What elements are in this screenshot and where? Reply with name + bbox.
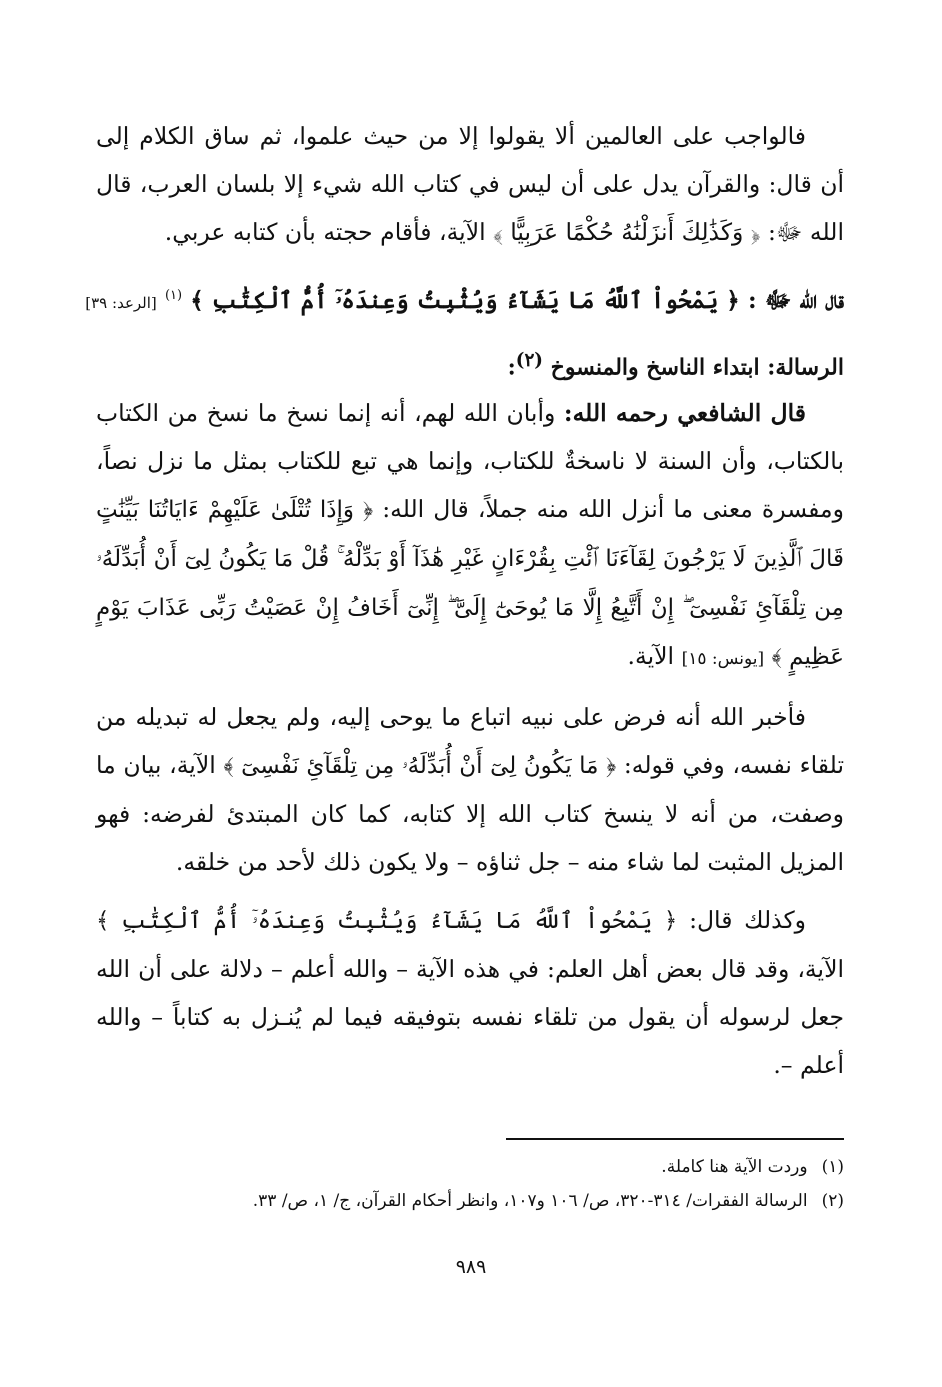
paragraph-3-verse: ﴿ مَا يَكُونُ لِىٓ أَنْ أُبَدِّلَهُۥ مِن تِلْقَآئِ نَفْسِىٓ ﴾ xyxy=(223,753,617,780)
footnote-marker-2: (٢) xyxy=(515,349,543,371)
paragraph-4-verse: ﴿ يَمْحُواْ ٱللَّهُ مَا يَشَآءُ وَيُثْبِتُ وَعِندَهُۥٓ أُمُّ ٱلْكِتَٰبِ ﴾ xyxy=(96,908,678,935)
footnote-text: وردت الآية هنا كاملة. xyxy=(661,1157,808,1177)
main-text xyxy=(85,112,844,1089)
heading-verse-reference: [الرعد: ٣٩] xyxy=(85,293,157,312)
paragraph-3-part1: فأخبر الله أنه فرض على نبيه اتباع ما يوحى إليه، ولم يجعل له تبديله من تلقاء نفسه، وفي قوله: xyxy=(96,703,844,780)
footnote-divider xyxy=(506,1138,844,1140)
paragraph-2-tail: الآية. xyxy=(627,642,675,671)
paragraph-4-part1: وكذلك قال: xyxy=(689,906,806,935)
paragraph-2-reference: [يونس: ١٥] xyxy=(681,649,765,670)
paragraph-2 xyxy=(96,389,844,683)
footnote-marker-1: (١) xyxy=(164,288,183,303)
section-title-text: الرسالة: ابتداء الناسخ والمنسوخ xyxy=(550,354,844,381)
footnotes xyxy=(96,1150,844,1218)
footnote-number: (٢) xyxy=(821,1191,844,1211)
footnote-item xyxy=(96,1184,844,1218)
paragraph-2-text: وأبان الله لهم، أنه إنما نسخ ما نسخ من الكتاب بالكتاب، وأن السنة لا ناسخةٌ للكتاب، وإنما هي تبع للكتاب بمثل ما نزل نصاً، ومفسرة معنى ما أنزل الله منه جملاً، قال الله: xyxy=(96,399,844,524)
section-heading xyxy=(96,339,844,389)
paragraph-4-part2: الآية، وقد قال بعض أهل العلم: في هذه الآية – والله أعلم – دلالة على أن الله جعل لرسوله أن يقول من تلقاء نفسه بتوفيقه فيما لم يُنـزل به كتاباً – والله أعلم –. xyxy=(96,955,844,1080)
footnote-number: (١) xyxy=(821,1157,844,1177)
footnote-text: الرسالة الفقرات/ ٣١٤-٣٢٠، ص/ ١٠٦ و١٠٧، وانظر أحكام القرآن، ج/ ١، ص/ ٣٣. xyxy=(252,1191,808,1211)
verse-heading xyxy=(85,274,844,325)
paragraph-3 xyxy=(96,693,844,886)
page-number: ٩٨٩ xyxy=(455,1256,487,1278)
footnote-item xyxy=(96,1150,844,1184)
paragraph-2-lead: قال الشافعي رحمه الله: xyxy=(563,399,806,428)
paragraph-4 xyxy=(96,896,844,1089)
paragraph-2-verse: ﴿ وَإِذَا تُتْلَىٰ عَلَيْهِمْ ءَايَاتُنَا بَيِّنَٰتٍ قَالَ ٱلَّذِينَ لَا يَرْجُونَ لِقَآءَنَا ٱئْتِ بِقُرْءَانٍ غَيْرِ هَٰذَآ أَوْ بَدِّلْهُ ۚ قُلْ مَا يَكُونُ لِىٓ أَنْ أُبَدِّلَهُۥ مِن تِلْقَآئِ نَفْسِىٓ ۖ إِنْ أَتَّبِعُ إِلَّا مَا يُوحَىٰٓ إِلَىَّ ۖ إِنِّىٓ أَخَافُ إِنْ عَصَيْتُ رَبِّى عَذَابَ يَوْمٍ عَظِيمٍ ﴾ xyxy=(96,497,844,671)
paragraph-1: فالواجب على العالمين ألا يقولوا إلا من حيث علموا، ثم ساق الكلام إلى أن قال: والقرآن يدل على أن ليس في كتاب الله شيء إلا بلسان العرب، قال الله ﷻ: ﴿ وَكَذَٰلِكَ أَنزَلْنَٰهُ حُكْمًا عَرَبِيًّا ﴾ الآية، فأقام حجته بأن كتابه عربي. xyxy=(96,122,844,246)
paragraph-3-part2: الآية، بيان ما وصفت، من أنه لا ينسخ كتاب الله إلا كتابه، كما كان المبتدئ لفرضه: فهو المزيل المثبت لما شاء منه – جل ثناؤه – ولا يكون ذلك لأحد من خلقه. xyxy=(96,751,844,877)
heading-verse: ﴿ يَمْحُواْ ٱللَّهُ مَا يَشَآءُ وَيُثْبِتُ وَعِندَهُۥٓ أُمُّ ٱلْكِتَٰبِ ﴾ xyxy=(190,286,740,314)
heading-prefix: قال الله ﷻ : xyxy=(747,285,844,314)
section-title-colon: : xyxy=(507,354,516,381)
